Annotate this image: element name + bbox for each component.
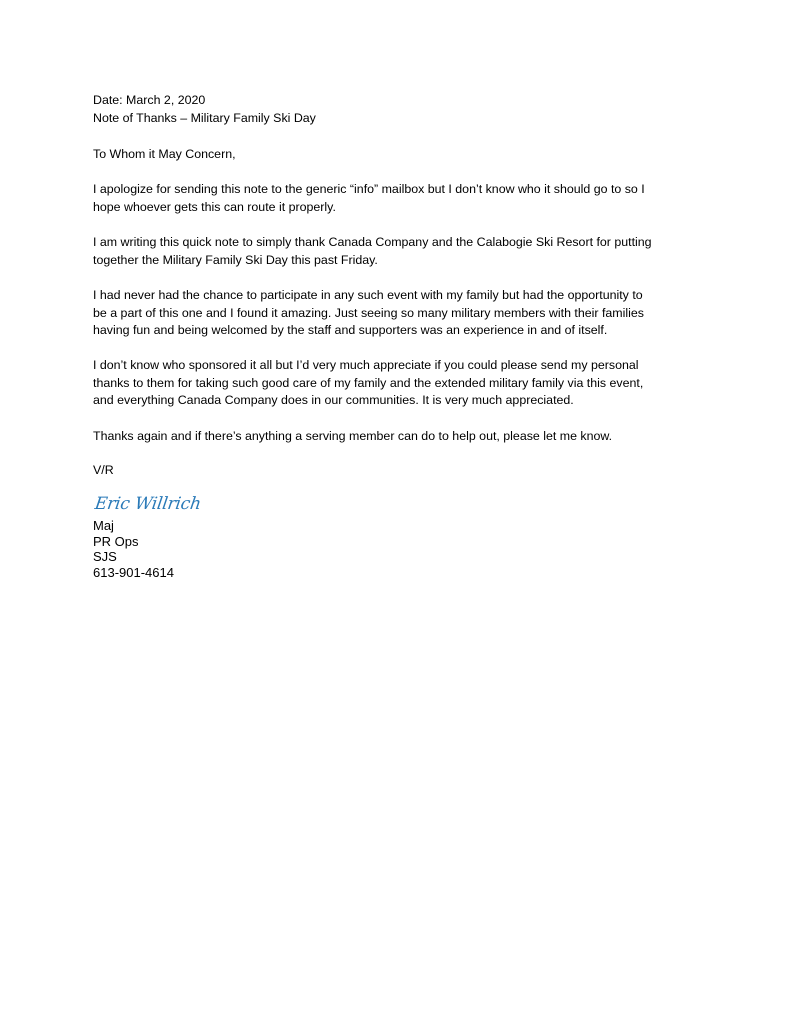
phone-number: 613-901-4614 xyxy=(93,564,174,580)
paragraph-line: thanks to them for taking such good care of my family and the extended military family via this event, xyxy=(93,375,644,390)
paragraph-5 xyxy=(93,428,612,446)
organization: SJS xyxy=(93,549,117,564)
paragraph-line: hope whoever gets this can route it properly. xyxy=(93,199,336,214)
paragraph-line: I apologize for sending this note to the generic “info” mailbox but I don’t know who it should go to so I xyxy=(93,182,645,196)
paragraph-line: together the Military Family Ski Day this past Friday. xyxy=(93,252,378,267)
letter-header xyxy=(93,92,316,127)
paragraph-line: be a part of this one and I found it amazing. Just seeing so many military members with their families xyxy=(93,305,644,320)
signature: Eric Willrich xyxy=(93,494,203,514)
paragraph-3 xyxy=(93,287,644,340)
paragraph-4 xyxy=(93,357,643,410)
paragraph-2 xyxy=(93,234,652,269)
closing: V/R xyxy=(93,463,114,477)
position: PR Ops xyxy=(93,533,139,549)
paragraph-line: I am writing this quick note to simply thank Canada Company and the Calabogie Ski Resort for putting xyxy=(93,235,652,249)
paragraph-1 xyxy=(93,181,645,216)
paragraph-line: and everything Canada Company does in our communities. It is very much appreciated. xyxy=(93,393,574,408)
paragraph-line: I don’t know who sponsored it all but I’d very much appreciate if you could please send my personal xyxy=(93,358,639,372)
subject-line: Note of Thanks – Military Family Ski Day xyxy=(93,110,316,125)
paragraph-line: Thanks again and if there’s anything a serving member can do to help out, please let me know. xyxy=(93,429,613,443)
salutation: To Whom it May Concern, xyxy=(93,147,236,161)
signature-block xyxy=(93,518,174,580)
rank: Maj xyxy=(93,518,114,533)
paragraph-line: having fun and being welcomed by the staff and supporters was an experience in and of itself. xyxy=(93,323,608,338)
paragraph-line: I had never had the chance to participate in any such event with my family but had the opportunity to xyxy=(93,288,643,302)
date-line: Date: March 2, 2020 xyxy=(93,93,206,107)
